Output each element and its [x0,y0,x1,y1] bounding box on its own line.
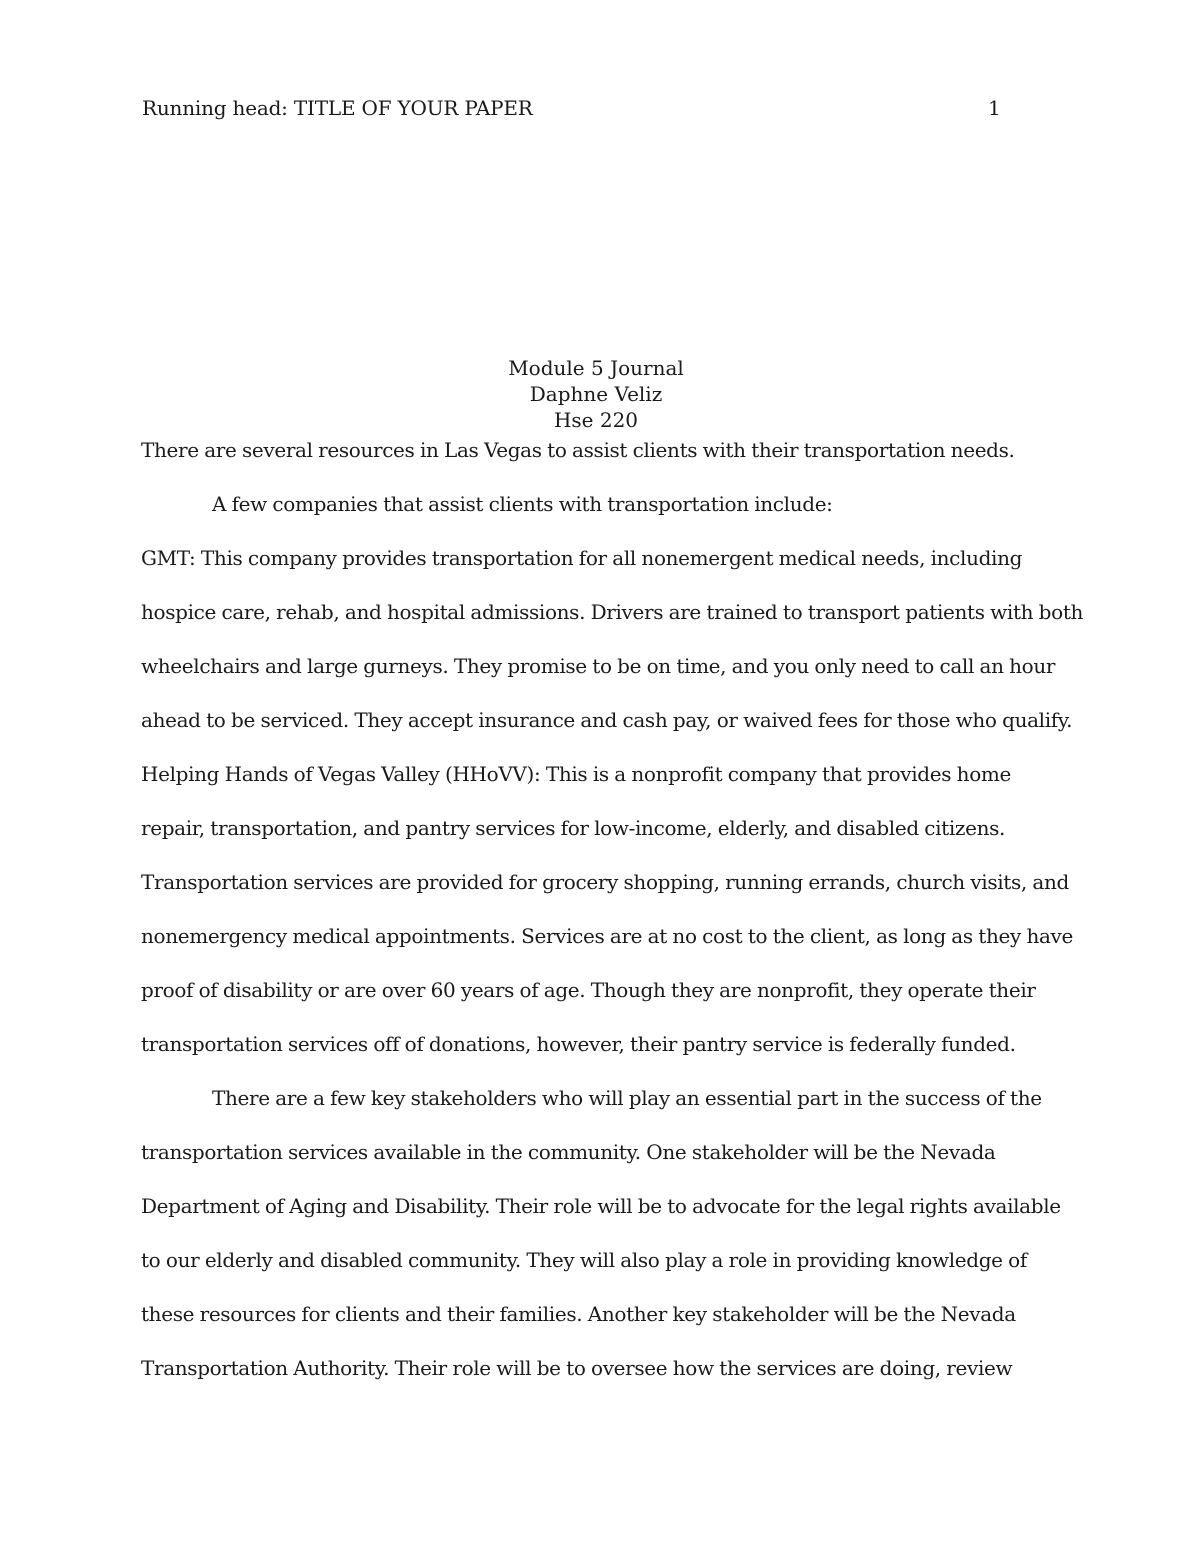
body-line: Department of Aging and Disability. Their role will be to advocate for the legal rights available [141,1194,1061,1218]
page-number: 1 [988,96,1001,120]
body-line: to our elderly and disabled community. They will also play a role in providing knowledge of [141,1248,1027,1272]
body-line: proof of disability or are over 60 years of age. Though they are nonprofit, they operate their [141,978,1036,1002]
body-line: Transportation Authority. Their role will be to oversee how the services are doing, review [141,1356,1013,1380]
body-line: transportation services off of donations, however, their pantry service is federally funded. [141,1032,1016,1056]
body-line: GMT: This company provides transportation for all nonemergent medical needs, including [141,546,1023,570]
body-line: wheelchairs and large gurneys. They promise to be on time, and you only need to call an hour [141,654,1056,678]
body-line: these resources for clients and their families. Another key stakeholder will be the Nevada [141,1302,1016,1326]
body-line: Transportation services are provided for grocery shopping, running errands, church visits, and [141,870,1069,894]
body-line: ahead to be serviced. They accept insurance and cash pay, or waived fees for those who qualify. [141,708,1073,732]
body-line: hospice care, rehab, and hospital admissions. Drivers are trained to transport patients with both [141,600,1084,624]
body-line: repair, transportation, and pantry services for low-income, elderly, and disabled citizens. [141,816,1006,840]
author-name: Daphne Veliz [529,382,663,406]
body-line: There are several resources in Las Vegas to assist clients with their transportation needs. [141,438,1015,462]
body-line: There are a few key stakeholders who will play an essential part in the success of the [212,1086,1042,1110]
body-line: nonemergency medical appointments. Services are at no cost to the client, as long as they have [141,924,1073,948]
paper-title: Module 5 Journal [508,356,684,380]
body-line: transportation services available in the community. One stakeholder will be the Nevada [141,1140,996,1164]
course-name: Hse 220 [553,408,639,432]
body-line: Helping Hands of Vegas Valley (HHoVV): This is a nonprofit company that provides home [141,762,1011,786]
running-head: Running head: TITLE OF YOUR PAPER [142,96,533,120]
body-line: A few companies that assist clients with transportation include: [212,492,833,516]
